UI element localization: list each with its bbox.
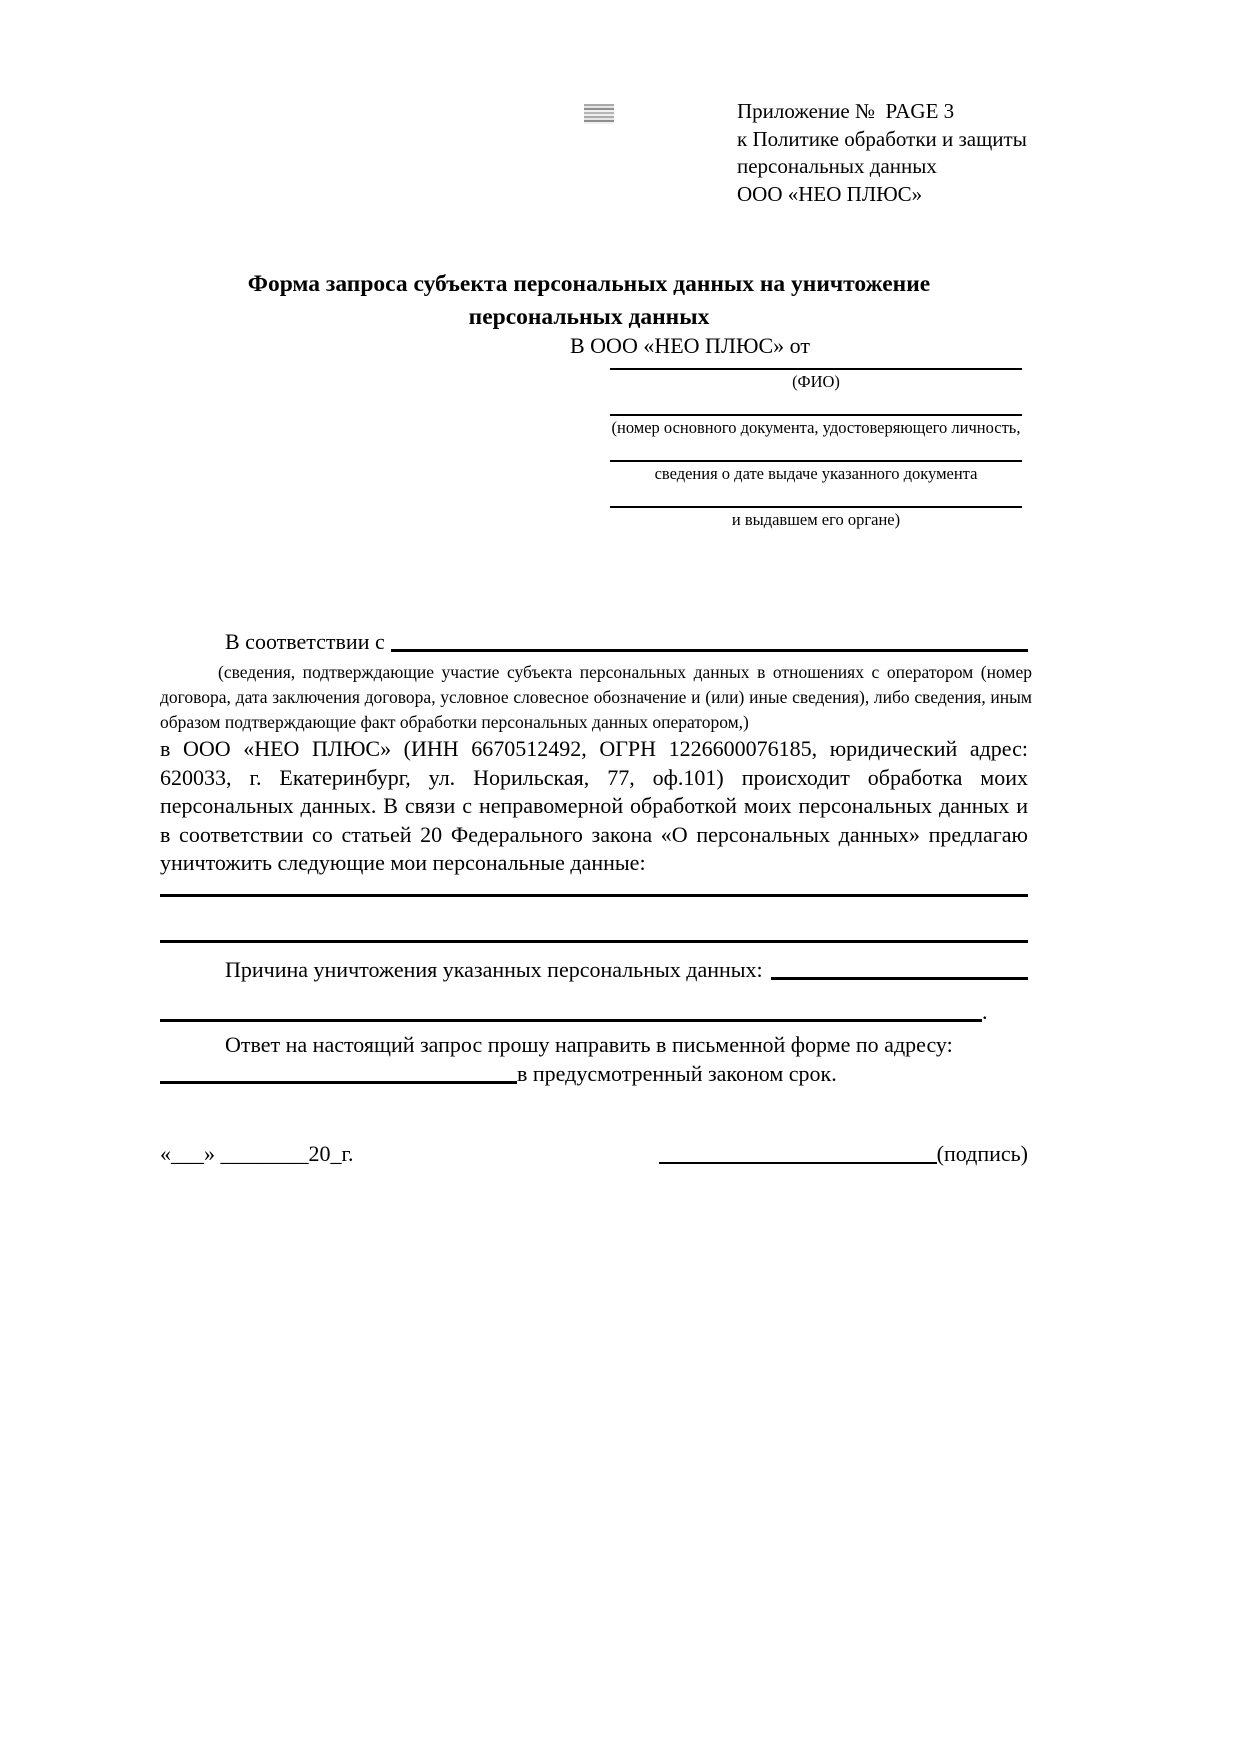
address-blank-line bbox=[160, 1060, 517, 1084]
reason-blank-line bbox=[771, 956, 1028, 980]
reason-label: Причина уничтожения указанных персональных данных: bbox=[225, 956, 763, 982]
document-title bbox=[158, 268, 1020, 334]
field-code-smudge-icon bbox=[584, 104, 614, 124]
response-address-row bbox=[160, 1060, 1028, 1088]
document-number-blank-line bbox=[610, 394, 1022, 416]
reason-blank-line-2 bbox=[160, 998, 982, 1022]
field-caption: и выдавшем его органе) bbox=[731, 510, 901, 529]
document-body bbox=[160, 628, 1032, 1168]
response-request-text: Ответ на настоящий запрос прошу направить в письменной форме по адресу: bbox=[225, 1031, 953, 1057]
field-row-issue-date bbox=[610, 440, 1022, 486]
identity-fields bbox=[610, 348, 1022, 532]
accordance-lead-text: В соответствии с bbox=[225, 629, 385, 654]
response-deadline-text: в предусмотренный законом срок. bbox=[517, 1060, 837, 1086]
data-blank-line-1 bbox=[160, 894, 1028, 897]
field-caption: (ФИО) bbox=[792, 372, 840, 391]
addressee-line: В ООО «НЕО ПЛЮС» от bbox=[570, 333, 810, 358]
field-caption: (номер основного документа, удостоверяющего личность, bbox=[611, 418, 1021, 437]
fio-blank-line bbox=[610, 348, 1022, 370]
signature-area bbox=[659, 1140, 1028, 1168]
signature-caption: (подпись) bbox=[936, 1140, 1028, 1166]
signature-blank-line bbox=[659, 1140, 937, 1164]
date-signature-row bbox=[160, 1140, 1028, 1168]
policy-reference-line-2: персональных данных bbox=[737, 154, 937, 178]
accordance-blank-line bbox=[391, 628, 1028, 652]
issue-date-blank-line bbox=[610, 440, 1022, 462]
main-paragraph: в ООО «НЕО ПЛЮС» (ИНН 6670512492, ОГРН 1226600076185, юридический адрес: 620033, г. Екатеринбург, ул. Норильская, 77, оф.101) происходит обработка моих персональных данных. В связи с неправомерной обработкой моих персональных данных и в соответствии со статьей 20 Федерального закона «О персональных данных» предлагаю уничтожить следующие мои персональные данные: bbox=[160, 736, 1028, 875]
reason-continuation-row bbox=[160, 998, 1028, 1026]
company-name: ООО «НЕО ПЛЮС» bbox=[737, 181, 923, 206]
field-row-document-number bbox=[610, 394, 1022, 440]
reason-line-period: . bbox=[982, 998, 988, 1024]
appendix-header bbox=[737, 98, 1027, 208]
accordance-footnote: (сведения, подтверждающие участие субъекта персональных данных в отношениях с оператором (номер договора, дата заключения договора, условное словесное обозначение и (или) иные сведения), либо сведения, иным образом подтверждающие факт обработки персональных данных оператором,) bbox=[160, 662, 1032, 732]
date-blank-text: «___» ________20_г. bbox=[160, 1140, 354, 1166]
issuing-authority-blank-line bbox=[610, 486, 1022, 508]
reason-row bbox=[160, 956, 1028, 984]
policy-reference-line-1: к Политике обработки и защиты bbox=[737, 126, 1027, 151]
document-title-line-2: персональных данных bbox=[468, 304, 710, 330]
field-caption: сведения о дате выдаче указанного документа bbox=[654, 464, 978, 483]
appendix-number-line: Приложение № PAGE 3 bbox=[737, 99, 955, 123]
data-blank-line-2 bbox=[160, 940, 1028, 943]
field-row-fio bbox=[610, 348, 1022, 394]
accordance-row bbox=[160, 628, 1028, 656]
field-row-issuing-authority bbox=[610, 486, 1022, 532]
document-title-line-1: Форма запроса субъекта персональных данных на уничтожение bbox=[247, 271, 931, 297]
